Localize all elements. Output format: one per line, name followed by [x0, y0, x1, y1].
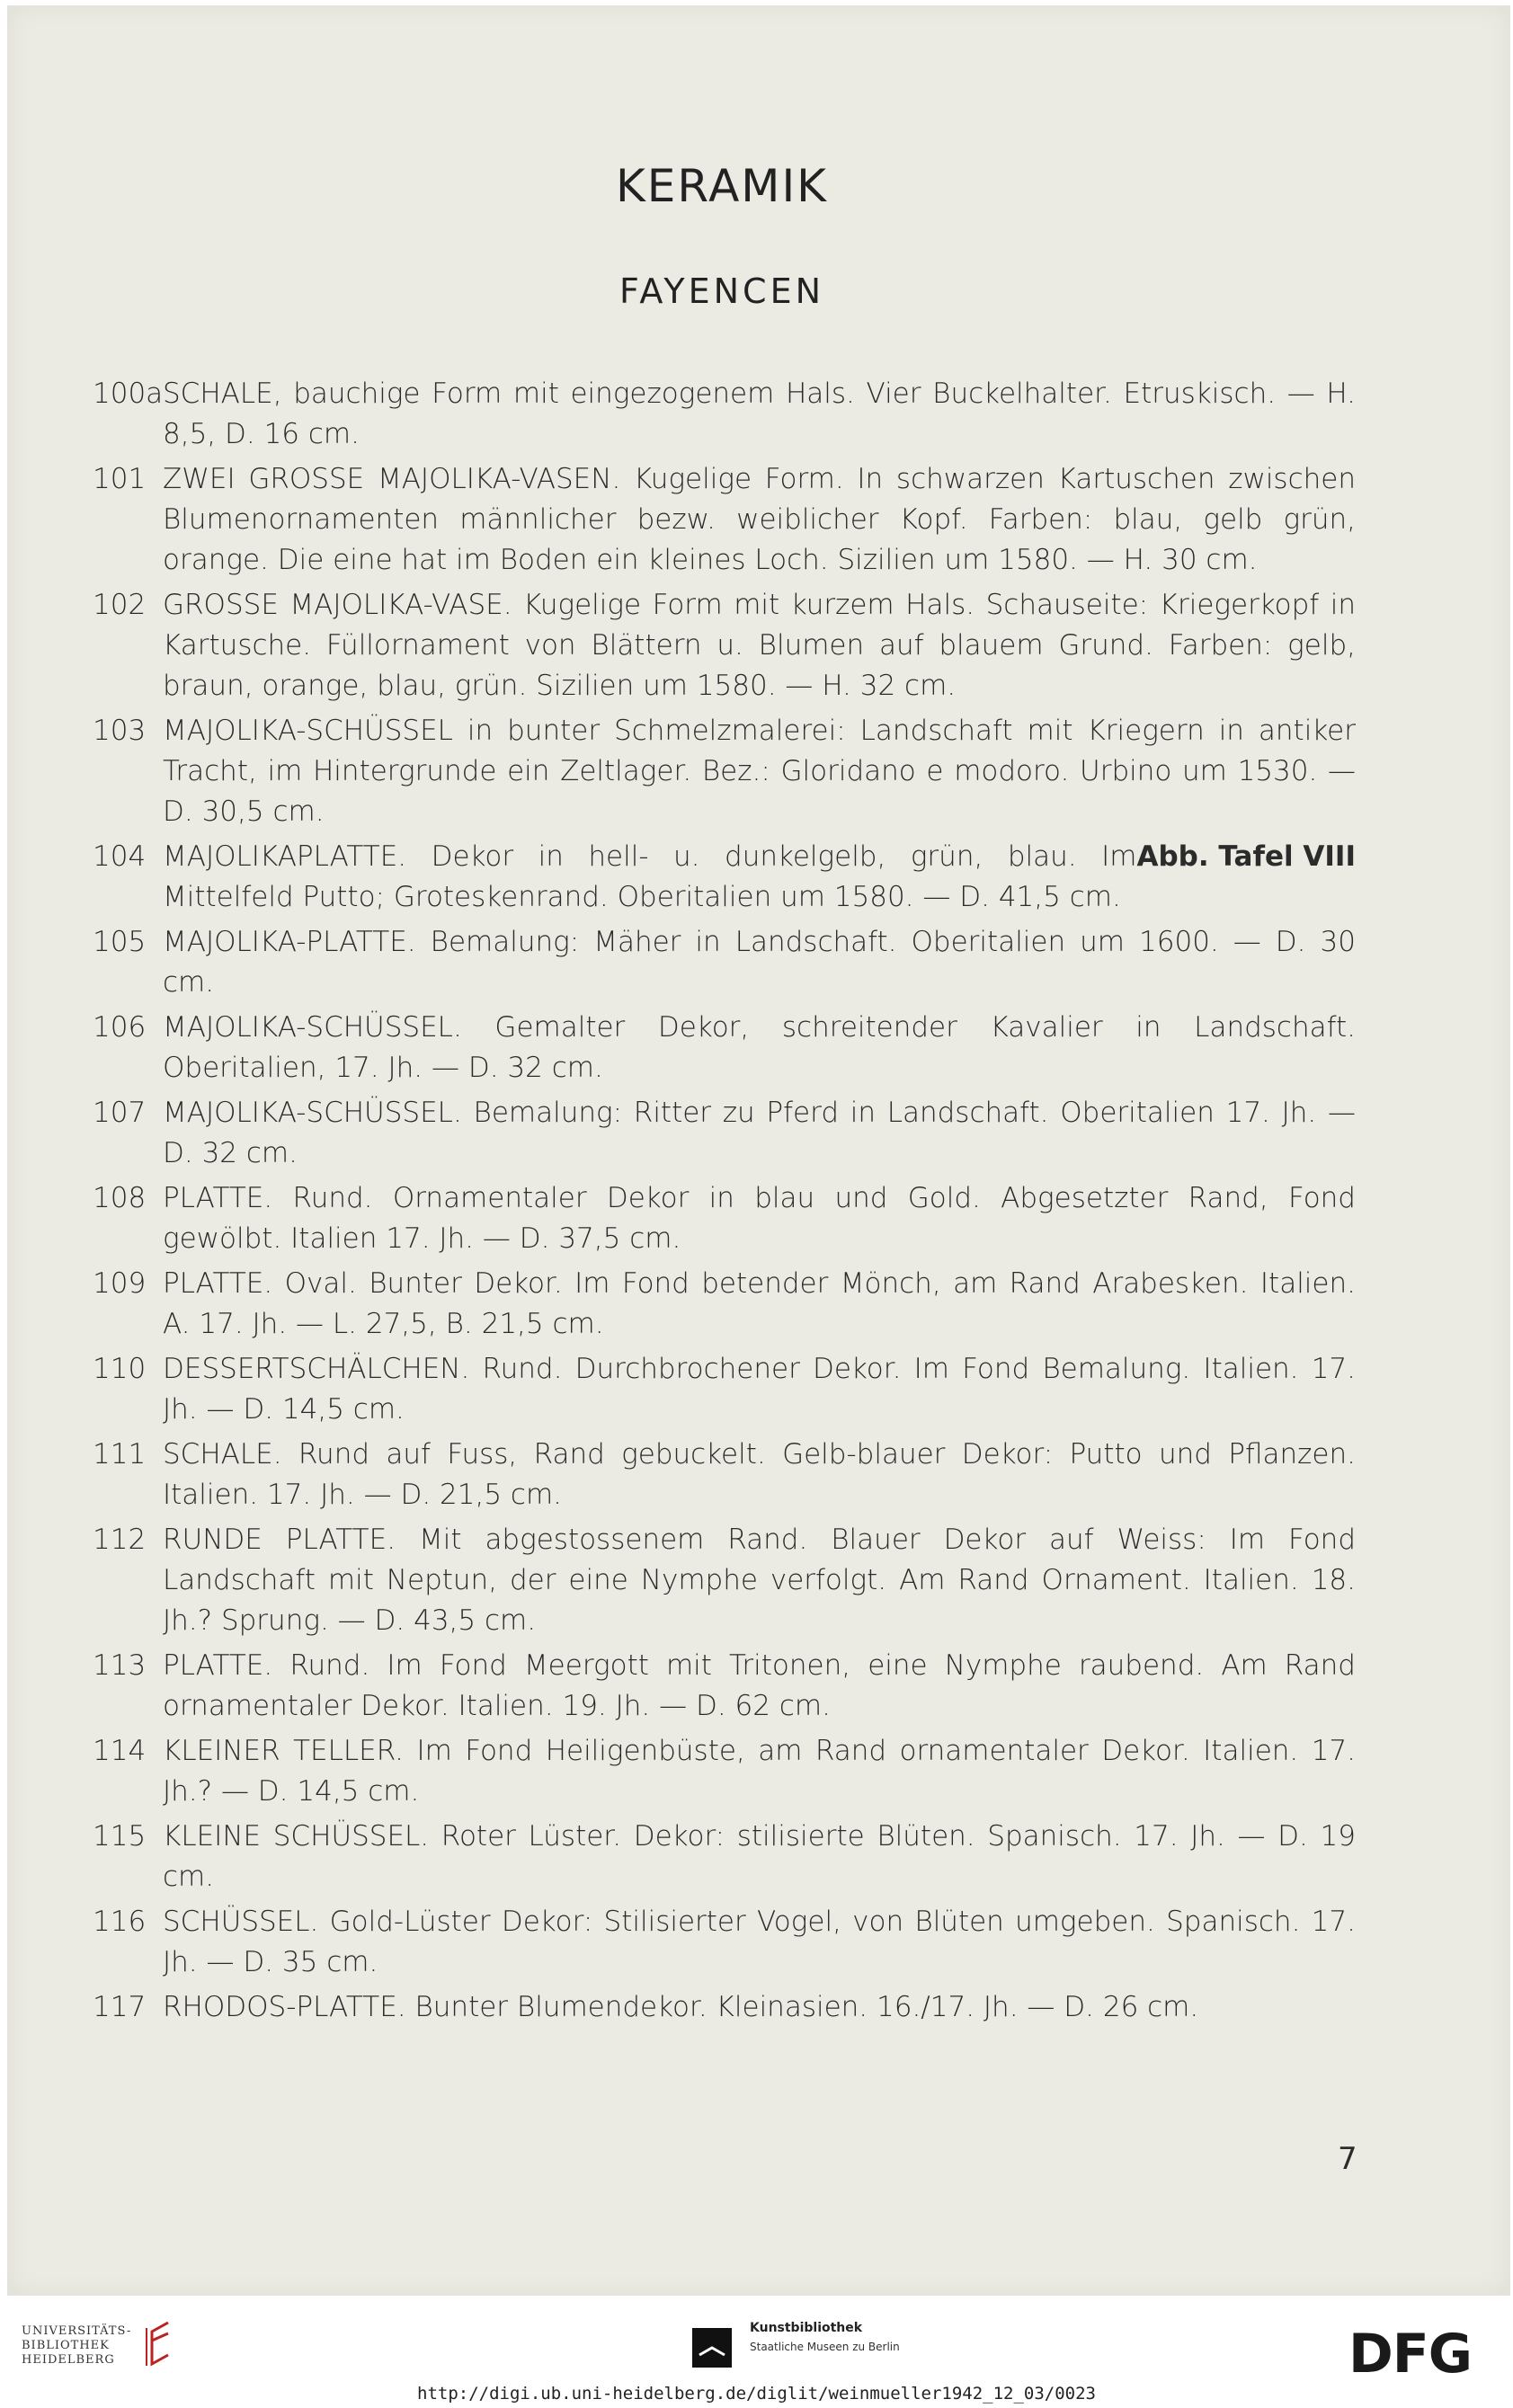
- entry-number: 104: [93, 840, 147, 873]
- entry-number: 107: [93, 1097, 147, 1129]
- entry-number: 115: [93, 1820, 147, 1853]
- entry-description: ZWEI GROSSE MAJOLIKA-VASEN. Kugelige Form. In schwarzen Kartuschen zwischen Blumenornamenten männlicher bezw. weiblicher Kopf. Farben: blau, gelb grün, orange. Die eine hat im Boden ein kleines Loch. Sizilien um 1580. — H. 30 cm.: [163, 463, 1356, 576]
- ub-heidelberg-logo[interactable]: [22, 2324, 131, 2368]
- entry-description: RHODOS-PLATTE. Bunter Blumendekor. Kleinasien. 16./17. Jh. — D. 26 cm.: [163, 1991, 1199, 2023]
- catalog-entry: [93, 1093, 1356, 1174]
- entry-description: SCHÜSSEL. Gold-Lüster Dekor: Stilisierter Vogel, von Blüten umgeben. Spanisch. 17. Jh. — D. 35 cm.: [163, 1906, 1356, 1978]
- dfg-logo[interactable]: DFG: [1348, 2323, 1473, 2386]
- ub-logo-line: HEIDELBERG: [22, 2353, 115, 2367]
- kunstbibliothek-subtitle: Staatliche Museen zu Berlin: [750, 2341, 900, 2353]
- catalog-entry: [93, 1731, 1356, 1812]
- catalog-entry: [93, 1349, 1356, 1430]
- digitization-footer: [0, 2296, 1513, 2408]
- entry-description: RUNDE PLATTE. Mit abgestossenem Rand. Blauer Dekor auf Weiss: Im Fond Landschaft mit Neptun, der eine Nymphe verfolgt. Am Rand Ornament. Italien. 18. Jh.? Sprung. — D. 43,5 cm.: [163, 1524, 1356, 1637]
- source-url[interactable]: http://digi.ub.uni-heidelberg.de/diglit/weinmueller1942_12_03/0023: [417, 2384, 1096, 2404]
- catalog-entry: [93, 1520, 1356, 1641]
- entry-description: MAJOLIKA-SCHÜSSEL. Bemalung: Ritter zu Pferd in Landschaft. Oberitalien 17. Jh. — D. 32 cm.: [163, 1097, 1356, 1169]
- catalog-entry-list: [93, 374, 1356, 2032]
- entry-description: KLEINER TELLER. Im Fond Heiligenbüste, am Rand ornamentaler Dekor. Italien. 17. Jh.? — D. 14,5 cm.: [163, 1735, 1356, 1808]
- catalog-entry: [93, 1264, 1356, 1345]
- catalog-entry: [93, 1178, 1356, 1259]
- catalog-entry: [93, 1008, 1356, 1088]
- entry-description: MAJOLIKA-SCHÜSSEL. Gemalter Dekor, schreitender Kavalier in Landschaft. Oberitalien, 17. Jh. — D. 32 cm.: [163, 1011, 1356, 1084]
- catalog-entry: [93, 922, 1356, 1003]
- kunstbibliothek-logo[interactable]: [692, 2315, 908, 2369]
- entry-description: MAJOLIKA-PLATTE. Bemalung: Mäher in Landschaft. Oberitalien um 1600. — D. 30 cm.: [163, 926, 1356, 999]
- entry-number: 102: [93, 589, 147, 621]
- entry-description: PLATTE. Rund. Im Fond Meergott mit Tritonen, eine Nymphe raubend. Am Rand ornamentaler Dekor. Italien. 19. Jh. — D. 62 cm.: [163, 1649, 1356, 1722]
- entry-description: SCHALE, bauchige Form mit eingezogenem Hals. Vier Buckelhalter. Etruskisch. — H. 8,5, D. 16 cm.: [163, 378, 1356, 450]
- entry-number: 111: [93, 1438, 147, 1471]
- entry-description: PLATTE. Oval. Bunter Dekor. Im Fond betender Mönch, am Rand Arabesken. Italien. A. 17. Jh. — L. 27,5, B. 21,5 cm.: [163, 1267, 1356, 1340]
- catalog-entry: [93, 837, 1356, 918]
- ub-logo-line: BIBLIOTHEK: [22, 2339, 110, 2352]
- scanned-page: [7, 5, 1510, 2296]
- entry-plate-reference: Abb. Tafel VIII: [1136, 840, 1356, 873]
- catalog-entry: [93, 711, 1356, 832]
- catalog-entry: [93, 585, 1356, 706]
- entry-number: 110: [93, 1353, 147, 1385]
- kunstbibliothek-icon: [692, 2328, 732, 2368]
- catalog-entry: [93, 1646, 1356, 1727]
- catalog-entry: [93, 374, 1356, 455]
- entry-description: PLATTE. Rund. Ornamentaler Dekor in blau und Gold. Abgesetzter Rand, Fond gewölbt. Italien 17. Jh. — D. 37,5 cm.: [163, 1182, 1356, 1255]
- entry-number: 113: [93, 1649, 147, 1682]
- section-subtitle: FAYENCEN: [619, 271, 825, 311]
- entry-description: SCHALE. Rund auf Fuss, Rand gebuckelt. Gelb-blauer Dekor: Putto und Pflanzen. Italien. 17. Jh. — D. 21,5 cm.: [163, 1438, 1356, 1511]
- entry-number: 106: [93, 1011, 147, 1044]
- entry-number: 101: [93, 463, 147, 495]
- entry-number: 114: [93, 1735, 147, 1767]
- page-title: KERAMIK: [616, 160, 828, 212]
- entry-number: 108: [93, 1182, 147, 1214]
- ub-heidelberg-mark-icon: [141, 2319, 177, 2369]
- entry-number: 100a: [93, 378, 164, 410]
- ub-logo-line: UNIVERSITÄTS-: [22, 2324, 132, 2338]
- catalog-entry: [93, 459, 1356, 581]
- entry-number: 103: [93, 715, 147, 747]
- kunstbibliothek-title: Kunstbibliothek: [750, 2321, 863, 2335]
- entry-number: 117: [93, 1991, 147, 2023]
- catalog-entry: [93, 1902, 1356, 1983]
- catalog-entry: [93, 1817, 1356, 1897]
- entry-number: 109: [93, 1267, 147, 1300]
- entry-number: 105: [93, 926, 147, 958]
- page-number: 7: [1338, 2141, 1357, 2177]
- catalog-entry: [93, 1987, 1356, 2028]
- catalog-entry: [93, 1435, 1356, 1515]
- entry-description: MAJOLIKA-SCHÜSSEL in bunter Schmelzmalerei: Landschaft mit Kriegern in antiker Tracht, im Hintergrunde ein Zeltlager. Bez.: Gloridano e modoro. Urbino um 1530. — D. 30,5 cm.: [163, 715, 1356, 828]
- entry-description: MAJOLIKAPLATTE. Dekor in hell- u. dunkelgelb, grün, blau. Im Mittelfeld Putto; Groteskenrand. Oberitalien um 1580. — D. 41,5 cm.: [163, 840, 1137, 913]
- entry-description: DESSERTSCHÄLCHEN. Rund. Durchbrochener Dekor. Im Fond Bemalung. Italien. 17. Jh. — D. 14,5 cm.: [163, 1353, 1356, 1426]
- entry-description: KLEINE SCHÜSSEL. Roter Lüster. Dekor: stilisierte Blüten. Spanisch. 17. Jh. — D. 19 cm.: [163, 1820, 1356, 1893]
- entry-description: GROSSE MAJOLIKA-VASE. Kugelige Form mit kurzem Hals. Schauseite: Kriegerkopf in Kartusche. Füllornament von Blättern u. Blumen auf blauem Grund. Farben: gelb, braun, orange, blau, grün. Sizilien um 1580. — H. 32 cm.: [163, 589, 1356, 702]
- entry-number: 116: [93, 1906, 147, 1938]
- entry-number: 112: [93, 1524, 147, 1556]
